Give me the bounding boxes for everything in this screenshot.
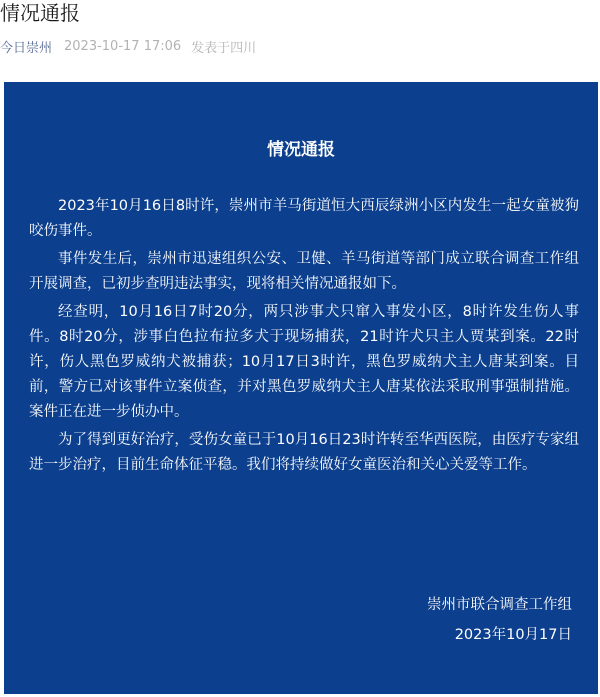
notice-paragraph: 为了得到更好治疗，受伤女童已于10月16日23时许转至华西医院，由医疗专家组进一步治疗，目前生命体征平稳。我们将持续做好女童医治和关心关爱等工作。: [29, 432, 579, 473]
notice-title: 情况通报: [267, 140, 335, 160]
notice-signature-block: [427, 590, 572, 650]
article-title: 情况通报: [0, 1, 80, 25]
notice-date: 2023年10月17日: [454, 627, 572, 643]
article-meta: [0, 36, 256, 56]
publish-location: 发表于四川: [191, 40, 257, 56]
publish-datetime: 2023-10-17 17:06: [64, 38, 182, 54]
notice-paragraph: 事件发生后，崇州市迅速组织公安、卫健、羊马街道等部门成立联合调查工作组开展调查，已初步查明违法事实，现将相关情况通报如下。: [29, 251, 579, 292]
notice-signature: 崇州市联合调查工作组: [427, 597, 572, 613]
notice-paragraph: 2023年10月16日8时许，崇州市羊马街道恒大西辰绿洲小区内发生一起女童被狗咬伤事件。: [29, 198, 579, 239]
notice-paragraph: 经查明，10月16日7时20分，两只涉事犬只窜入事发小区，8时许发生伤人事件。8时20分，涉事白色拉布拉多犬于现场捕获，21时许犬只主人贾某到案。22时许，伤人黑色罗威纳犬被捕获；10月17日3时许，黑色罗威纳犬主人唐某到案。目前，警方已对该事件立案侦查，并对黑色罗威纳犬主人唐某依法采取刑事强制措施。案件正在进一步侦办中。: [29, 304, 579, 420]
notice-image: [4, 82, 598, 694]
account-name-link[interactable]: 今日崇州: [0, 40, 53, 56]
notice-body: [29, 194, 579, 481]
